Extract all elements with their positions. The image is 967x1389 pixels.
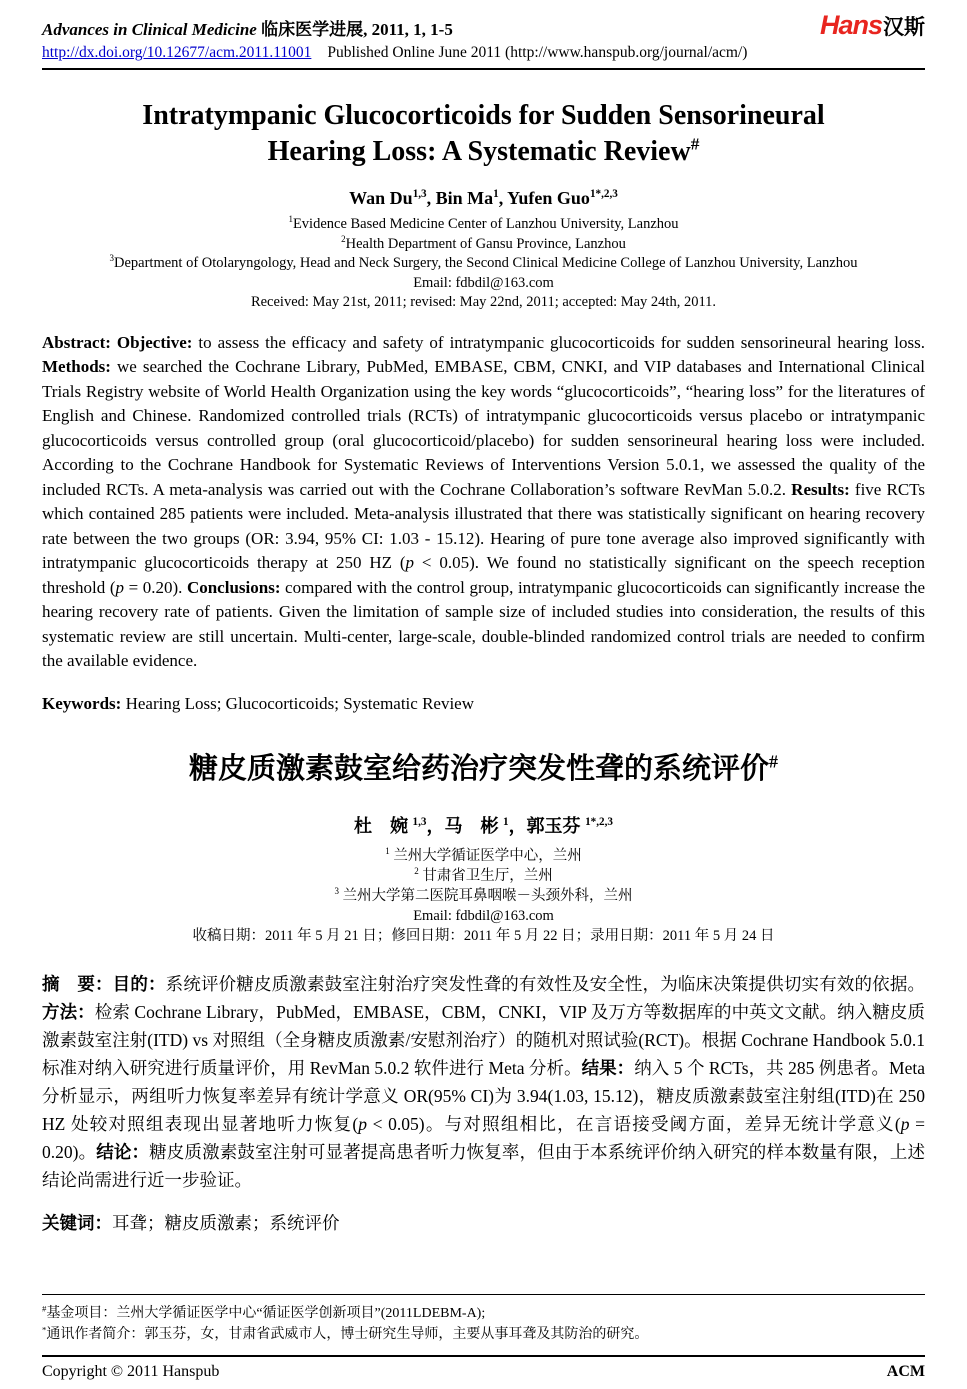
- header-divider: [42, 68, 925, 70]
- affiliation-en-1: $^1$Evidence Based Medicine Center of Lanzhou University, Lanzhou: [288, 214, 679, 232]
- keywords-zh: 关键词：耳聋；糖皮质激素；系统评价: [42, 1212, 340, 1233]
- footnote-funding: #基金项目：兰州大学循证医学中心“循证医学创新项目”(2011LDEBM-A);: [42, 1303, 486, 1321]
- keywords-en: Keywords: Hearing Loss; Glucocorticoids; Systematic Review: [42, 693, 475, 713]
- authors-en: Wan Du$^{1,3}$, Bin Ma$^1$, Yufen Guo$^{1*,2,3}$: [349, 188, 618, 208]
- abstract-en: Abstract: Objective: to assess the efficacy and safety of intratympanic glucocorticoids for sudden sensorineural hearing loss. Methods: we searched the Cochrane Library, PubMed, EMBASE, CBM, CNKI, and VIP databases and International Clinical Trials Registry website of World Health Organization using the key words “glucocorticoids”, “hearing loss” for the literatures of English and Chinese. Randomized controlled trials (RCTs) of intratympanic glucocorticoids versus placebo or intratympanic glucocorticoids versus controlled group (oral glucocorticoid/placebo) for sudden sensorineural hearing loss were included. According to the Cochrane Handbook for Systematic Reviews of Interventions Version 5.0.1, we assessed the quality of the included RCTs. A meta-analysis was carried out with the Cochrane Collaboration’s software RevMan 5.0.2. Results: five RCTs which contained 285 patients were included. Meta-analysis illustrated that there was statistically significant on hearing recovery rate between the two groups (OR: 3.94, 95% CI: 1.03 - 15.12). Hearing of pure tone average also improved significantly with intratympanic glucocorticoids therapy at 250 HZ (p < 0.05). We found no statistically significant on the speech reception threshold (p = 0.20). Conclusions: compared with the control group, intratympanic glucocorticoids can significantly increase the hearing recovery rate of patients. Given the limitation of sample size of included studies into consideration, the results of this systematic review are still uncertain. Multi-center, large-scale, double-blinded randomized control trials are needed to confirm the available evidence.: [42, 332, 926, 670]
- journal-title-line: Advances in Clinical Medicine 临床医学进展, 2011, 1, 1-5: [42, 20, 453, 39]
- hans-logo-text: Hans: [819, 10, 882, 40]
- footnotes: [42, 1294, 925, 1345]
- hanspub-logo: [820, 10, 925, 41]
- footnote-corresponding-author: *通讯作者简介：郭玉芬，女，甘肃省武威市人，博士研究生导师，主要从事耳聋及其防治的研究。: [42, 1324, 649, 1342]
- affiliations-en: [42, 215, 925, 313]
- affiliation-zh-1: $^1$ 兰州大学循证医学中心，兰州: [385, 845, 582, 864]
- affiliation-zh-3: $^3$ 兰州大学第二医院耳鼻咽喉－头颈外科，兰州: [334, 885, 633, 904]
- article-title-en-line1: Intratympanic Glucocorticoids for Sudden Sensorineural: [142, 100, 825, 131]
- page-footer: [42, 1355, 925, 1381]
- email-line-en: Email: fdbdil@163.com: [413, 274, 554, 291]
- affiliation-en-3: $^3$Department of Otolaryngology, Head and Neck Surgery, the Second Clinical Medicine College of Lanzhou University, Lanzhou: [109, 253, 858, 271]
- article-title-en-line2: Hearing Loss: A Systematic Review#: [267, 134, 700, 167]
- affiliation-zh-2: $^2$ 甘肃省卫生厅，兰州: [414, 865, 553, 884]
- hans-logo-hanzi: 汉斯: [883, 16, 925, 39]
- doi-link[interactable]: http://dx.doi.org/10.12677/acm.2011.11001: [42, 44, 312, 61]
- journal-abbrev: ACM: [886, 1363, 925, 1380]
- article-title-zh: 糖皮质激素鼓室给药治疗突发性聋的系统评价#: [189, 750, 778, 785]
- affiliation-en-2: $^2$Health Department of Gansu Province, Lanzhou: [341, 233, 626, 252]
- doi-row: [42, 44, 925, 62]
- email-line-zh: Email: fdbdil@163.com: [413, 907, 554, 924]
- published-online-text: Published Online June 2011 (http://www.hanspub.org/journal/acm/): [327, 44, 748, 61]
- article-title-en: [42, 98, 925, 170]
- journal-header: [42, 10, 925, 70]
- journal-header-row: [42, 10, 925, 41]
- authors-zh: 杜 婉 $^{1,3}$，马 彬 $^1$，郭玉芬 $^{1*,2,3}$: [354, 815, 613, 836]
- received-line-en: Received: May 21st, 2011; revised: May 22nd, 2011; accepted: May 24th, 2011.: [250, 294, 717, 310]
- dates-line-zh: 收稿日期：2011 年 5 月 21 日；修回日期：2011 年 5 月 22 日；录用日期：2011 年 5 月 24 日: [192, 927, 775, 944]
- affiliations-zh: [42, 846, 925, 946]
- copyright-text: Copyright © 2011 Hanspub: [42, 1363, 220, 1380]
- abstract-zh: 摘 要：目的：系统评价糖皮质激素鼓室注射治疗突发性聋的有效性及安全性，为临床决策提供切实有效的依据。方法：检索 Cochrane Library，PubMed，EMBASE，CBM，CNKI，VIP 及万方等数据库的中英文文献。纳入糖皮质激素鼓室注射(ITD) vs 对照组（全身糖皮质激素/安慰剂治疗）的随机对照试验(RCT)。根据 Cochrane Handbook 5.0.1 标准对纳入研究进行质量评价，用 RevMan 5.0.2 软件进行 Meta 分析。结果：纳入 5 个 RCTs，共 285 例患者。Meta 分析显示，两组听力恢复率差异有统计学意义 OR(95% CI)为 3.94(1.03, 15.12)，糖皮质激素鼓室注射组(ITD)在 250 HZ 处较对照组表现出显著地听力恢复(p < 0.05)。与对照组相比，在言语接受阈方面，差异无统计学意义(p = 0.20)。结论：糖皮质激素鼓室注射可显著提高患者听力恢复率，但由于本系统评价纳入研究的样本数量有限，上述结论尚需进行近一步验证。: [42, 973, 926, 1190]
